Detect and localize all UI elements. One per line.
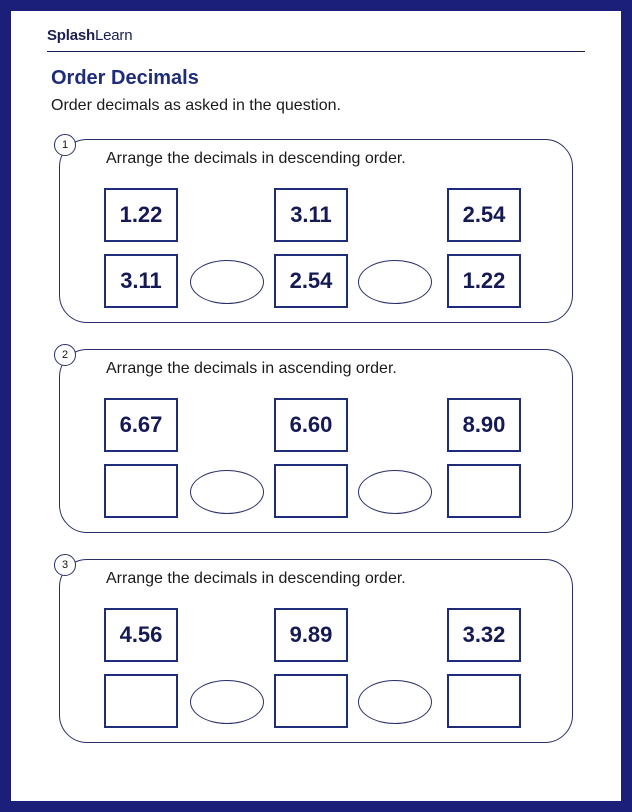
question-prompt: Arrange the decimals in ascending order. bbox=[106, 360, 397, 377]
given-number-box: 3.11 bbox=[274, 188, 348, 242]
answer-box[interactable] bbox=[274, 674, 348, 728]
question-card-1 bbox=[59, 139, 573, 323]
comparison-oval[interactable] bbox=[190, 680, 264, 724]
question-number-badge: 2 bbox=[54, 344, 76, 366]
answer-box[interactable]: 3.11 bbox=[104, 254, 178, 308]
answer-box[interactable] bbox=[104, 674, 178, 728]
comparison-oval[interactable] bbox=[358, 680, 432, 724]
question-card-2 bbox=[59, 349, 573, 533]
comparison-oval[interactable] bbox=[358, 470, 432, 514]
question-prompt: Arrange the decimals in descending order. bbox=[106, 570, 406, 587]
answer-box[interactable] bbox=[274, 464, 348, 518]
answer-box[interactable] bbox=[447, 674, 521, 728]
worksheet-instructions: Order decimals as asked in the question. bbox=[51, 97, 341, 114]
worksheet-title: Order Decimals bbox=[51, 67, 199, 89]
given-number-box: 2.54 bbox=[447, 188, 521, 242]
given-number-box: 3.32 bbox=[447, 608, 521, 662]
splashlearn-logo bbox=[47, 27, 132, 44]
comparison-oval[interactable] bbox=[190, 260, 264, 304]
question-card-3 bbox=[59, 559, 573, 743]
comparison-oval[interactable] bbox=[358, 260, 432, 304]
brand-light: Learn bbox=[94, 27, 133, 44]
given-number-box: 4.56 bbox=[104, 608, 178, 662]
answer-box[interactable]: 1.22 bbox=[447, 254, 521, 308]
question-prompt: Arrange the decimals in descending order. bbox=[106, 150, 406, 167]
given-number-box: 1.22 bbox=[104, 188, 178, 242]
given-number-box: 8.90 bbox=[447, 398, 521, 452]
comparison-oval[interactable] bbox=[190, 470, 264, 514]
brand-bold: Splash bbox=[47, 27, 95, 44]
answer-box[interactable]: 2.54 bbox=[274, 254, 348, 308]
answer-box[interactable] bbox=[104, 464, 178, 518]
given-number-box: 6.60 bbox=[274, 398, 348, 452]
header-divider bbox=[47, 51, 585, 52]
question-number-badge: 3 bbox=[54, 554, 76, 576]
given-number-box: 9.89 bbox=[274, 608, 348, 662]
given-number-box: 6.67 bbox=[104, 398, 178, 452]
question-number-badge: 1 bbox=[54, 134, 76, 156]
worksheet-page bbox=[11, 11, 621, 801]
answer-box[interactable] bbox=[447, 464, 521, 518]
